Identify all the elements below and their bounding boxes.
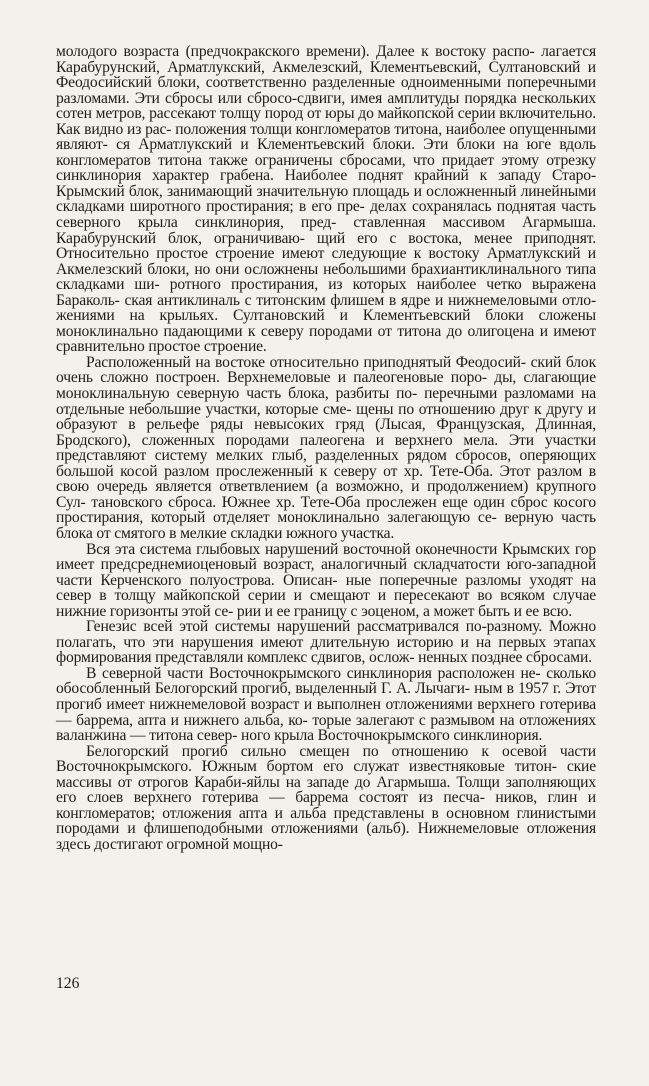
text-line: моноклинально падающими к северу породами от титона до олигоцена (56, 322, 535, 340)
text-line: имея амплитуды порядка нескольких сотен метров, рассекают толщу (56, 89, 597, 123)
text-line: ся Арматлукский и Клементьевский блоки. Эти блоки на юге вдоль (116, 136, 597, 154)
text-line: перечными разломами на отдельные небольшие участки, которые сме- (56, 385, 597, 418)
text-line: Генезис всей этой системы нарушений рассматривался по-разному. (86, 618, 543, 636)
text-line: отложениями верхнего готерива — баррема, апта и нижнего альба, ко- (56, 695, 597, 729)
text-line: ным в 1957 г. Этот прогиб имеет нижнемеловой возраст и выполнен (56, 680, 596, 713)
text-line: ставленная массивом Агармыша. Карабурунский блок, ограничиваю- (56, 214, 596, 247)
text-line: и имеют сравнительно простое строение. (56, 322, 596, 356)
paragraph-3 (56, 542, 596, 620)
page-number: 126 (56, 975, 80, 992)
text-line: рии и ее границу с эоценом, а может быть и ее всю. (236, 602, 572, 620)
text-line: ные поперечные разломы уходят на север в толщу майкопской серии (56, 571, 596, 605)
text-line: осложненный линейными складками широтного простирания; в его пре- (56, 182, 597, 216)
text-line: Белогорский прогиб сильно смещен по отношению к осевой части (86, 742, 596, 760)
text-line: имеют следующие к востоку Арматлукский и Акмелезский блоки, но (56, 245, 597, 278)
paragraph-5 (56, 666, 596, 744)
text-line: лагается Карабурунский, Арматлукский, Акмелезский, Клементьевский, (56, 43, 597, 76)
text-line: Вся эта система глыбовых нарушений восточной оконечности (86, 540, 498, 558)
text-line: ский блок очень сложно построен. Верхнемеловые и палеогеновые поро- (56, 353, 597, 387)
text-line: пород от юры до майкопской серии включительно. Как видно из рас- (56, 105, 596, 138)
text-line: заполняющих его слоев верхнего готерива — баррема состоят из песча- (56, 773, 597, 807)
text-line: В северной части Восточнокрымского синклинория расположен не- (86, 664, 541, 682)
text-line: тановского сброса. Южнее хр. Тете-Оба прослежен еще один сброс (91, 493, 548, 511)
text-line: первых этапах формирования представляли комплекс сдвигов, ослож- (56, 633, 596, 667)
text-line: является ответвлением (а возможно, и продолжением) крупного Сул- (56, 478, 597, 511)
text-line: гряд (Лысая, Французская, Длинная, Бродского), сложенных породами (56, 416, 596, 449)
text-line: (альб). Нижнемеловые отложения здесь достигают огромной мощно- (56, 820, 596, 853)
text-line: щий его с востока, менее приподнят. Относительно простое строение (56, 229, 596, 263)
text-line: одноименными поперечными разломами. Эти сбросы или сбросо-сдвиги, (56, 74, 596, 107)
paragraph-1 (56, 44, 596, 355)
text-line: делах сохранялась поднятая часть северного крыла синклинория, пред- (56, 198, 597, 232)
text-line: косого простирания, который отделяет моноклинально залегающую се- (56, 493, 597, 527)
text-line: отрезку синклинория характер грабена. Наиболее поднят крайний к (56, 151, 597, 185)
text-line: положения толщи конгломератов титона, наиболее опущенными являют- (56, 120, 596, 154)
text-line: верную часть блока от смятого в мелкие складки южного участка. (56, 509, 597, 542)
text-line: жениями на крыльях. Султановский и Клементьевский блоки сложены (56, 307, 596, 325)
paragraph-2 (56, 355, 596, 542)
text-line: сколько обособленный Белогорский прогиб, выделенный Г. А. Лычаги- (56, 664, 596, 698)
text-line: ротного простирания, из которых наиболее четко выражена Бараколь- (56, 276, 596, 309)
text-line: Можно полагать, что эти нарушения имеют длительную историю и на (56, 618, 597, 651)
text-line: Восточнокрымского. Южным бортом его служат известняковые титон- (56, 758, 557, 776)
text-line: складчатости юго-западной части Керченского полуострова. Описан- (56, 556, 597, 589)
text-line: Крымских гор имеет предсреднемиоценовый возраст, аналогичный (56, 540, 597, 574)
text-line: ного крыла Восточнокрымского синклинория. (241, 727, 543, 745)
text-line: Султановский и Феодосийский блоки, соответственно разделенные (56, 58, 596, 92)
text-line: прослеженный к северу от хр. Тете-Оба. Этот разлом в свою очередь (56, 462, 596, 496)
paragraph-4 (56, 619, 596, 666)
text-line: ников, глин и конгломератов; отложения апта и альба представлены в (56, 789, 597, 822)
text-line: и смещают и пересекают во всяком случае нижние горизонты этой се- (56, 587, 597, 620)
text-line: ненных позднее сбросами. (418, 649, 592, 667)
text-line: глыб, разделенных рядом сбросов, оперяющих большой косой разлом (56, 447, 597, 480)
text-line: палеогена и верхнего мела. Эти участки представляют систему мелких (56, 431, 596, 465)
text-line: Расположенный на востоке относительно приподнятый Феодосий- (86, 353, 526, 371)
text-line: торые залегают с размывом на отложениях валанжина — титона север- (56, 711, 596, 745)
text-line: молодого возраста (предчокракского времени). Далее к востоку распо- (56, 43, 535, 60)
text-line: конгломератов титона также ограничены сбросами, что придает этому (56, 151, 539, 169)
text-line: ская антиклиналь с титонским флишем в ядре и нижнемеловыми отло- (124, 291, 597, 309)
text-line: западу Старо-Крымский блок, занимающий значительную площадь и (56, 167, 596, 200)
text-line: ды, слагающие моноклинальную северную часть блока, разбиты по- (56, 369, 597, 403)
paragraph-6 (56, 744, 596, 853)
text-line: они осложнены небольшими брахиантиклинального типа складками ши- (56, 260, 596, 294)
text-line: основном глинистыми породами и флишеподобными отложениями (56, 804, 597, 838)
text-line: щены по отношению друг к другу и образуют в рельефе ряды невысоких (56, 400, 596, 434)
text-line: ские массивы от отрогов Караби-яйлы на западе до Агармыша. Толщи (56, 758, 597, 791)
page-body (56, 44, 596, 852)
